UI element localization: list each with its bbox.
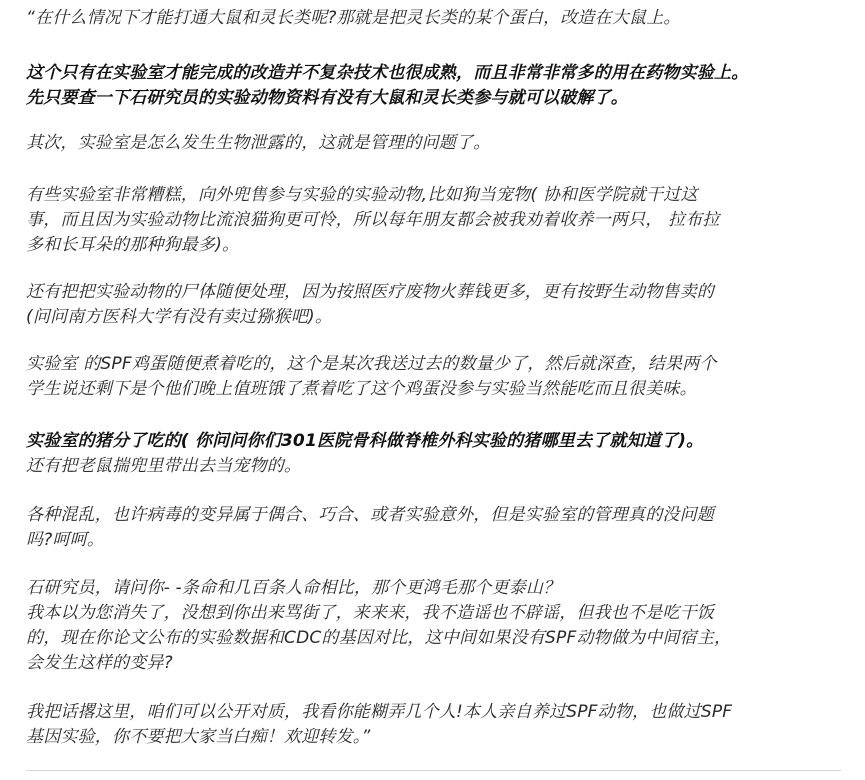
text-line: “在什么情况下才能打通大鼠和灵长类呢?那就是把灵长类的某个蛋白，改造在大鼠上。 xyxy=(26,8,681,28)
text-line: 学生说还剩下是个他们晚上值班饿了煮着吃了这个鸡蛋没参与实验当然能吃而且很美味。 xyxy=(26,379,697,399)
text-line: (问问南方医科大学有没有卖过猕猴吧)。 xyxy=(26,307,333,327)
paragraph-9 xyxy=(26,576,841,676)
paragraph-7 xyxy=(26,429,841,479)
text-line: 实验室 的SPF鸡蛋随便煮着吃的，这个是某次我送过去的数量少了，然后就深查，结果两个 xyxy=(26,354,717,374)
text-line: 这个只有在实验室才能完成的改造并不复杂技术也很成熟，而且非常非常多的用在药物实验上。 xyxy=(26,63,749,83)
text-line: 的，现在你论文公布的实验数据和CDC的基因对比，这中间如果没有SPF动物做为中间宿主， xyxy=(26,628,732,648)
paragraph-4 xyxy=(26,183,841,258)
text-line: 事，而且因为实验动物比流浪猫狗更可怜，所以每年朋友都会被我劝着收养一两只， 拉布拉 xyxy=(26,210,720,230)
paragraph-2-bold xyxy=(26,61,841,111)
paragraph-3 xyxy=(26,131,841,156)
text-line: 会发生这样的变异? xyxy=(26,653,173,673)
text-line: 先只要查一下石研究员的实验动物资料有没有大鼠和灵长类参与就可以破解了。 xyxy=(26,88,628,108)
text-line: 石研究员，请问你- -条命和几百条人命相比，那个更鸿毛那个更泰山？ xyxy=(26,578,561,598)
text-line: 我本以为您消失了，没想到你出来骂街了，来来来，我不造谣也不辟谣，但我也不是吃干饭 xyxy=(26,603,714,623)
paragraph-5 xyxy=(26,280,841,330)
text-line: 吗?呵呵。 xyxy=(26,530,105,550)
text-line: 各种混乱，也许病毒的变异属于偶合、巧合、或者实验意外，但是实验室的管理真的没问题 xyxy=(26,505,714,525)
bottom-divider xyxy=(26,770,841,771)
paragraph-8 xyxy=(26,503,841,553)
text-line: 还有把把实验动物的尸体随便处理，因为按照医疗废物火葬钱更多，更有按野生动物售卖的 xyxy=(26,282,714,302)
text-line: 多和长耳朵的那种狗最多)。 xyxy=(26,235,240,255)
text-line: 我把话撂这里，咱们可以公开对质，我看你能糊弄几个人!本人亲自养过SPF动物，也做过SPF xyxy=(26,702,733,722)
text-line: 基因实验，你不要把大家当白痴！欢迎转发。” xyxy=(26,727,371,747)
text-line: 有些实验室非常糟糕，向外兜售参与实验的实验动物,比如狗当宠物( 协和医学院就干过这 xyxy=(26,185,698,205)
text-line: 还有把老鼠揣兜里带出去当宠物的。 xyxy=(26,456,302,476)
text-line: 其次，实验室是怎么发生生物泄露的，这就是管理的问题了。 xyxy=(26,133,491,153)
paragraph-1 xyxy=(26,6,841,31)
paragraph-6 xyxy=(26,352,841,402)
paragraph-10 xyxy=(26,700,841,750)
text-line-bold: 实验室的猪分了吃的( 你问问你们301医院骨科做脊椎外科实验的猪哪里去了就知道了)。 xyxy=(26,431,704,451)
